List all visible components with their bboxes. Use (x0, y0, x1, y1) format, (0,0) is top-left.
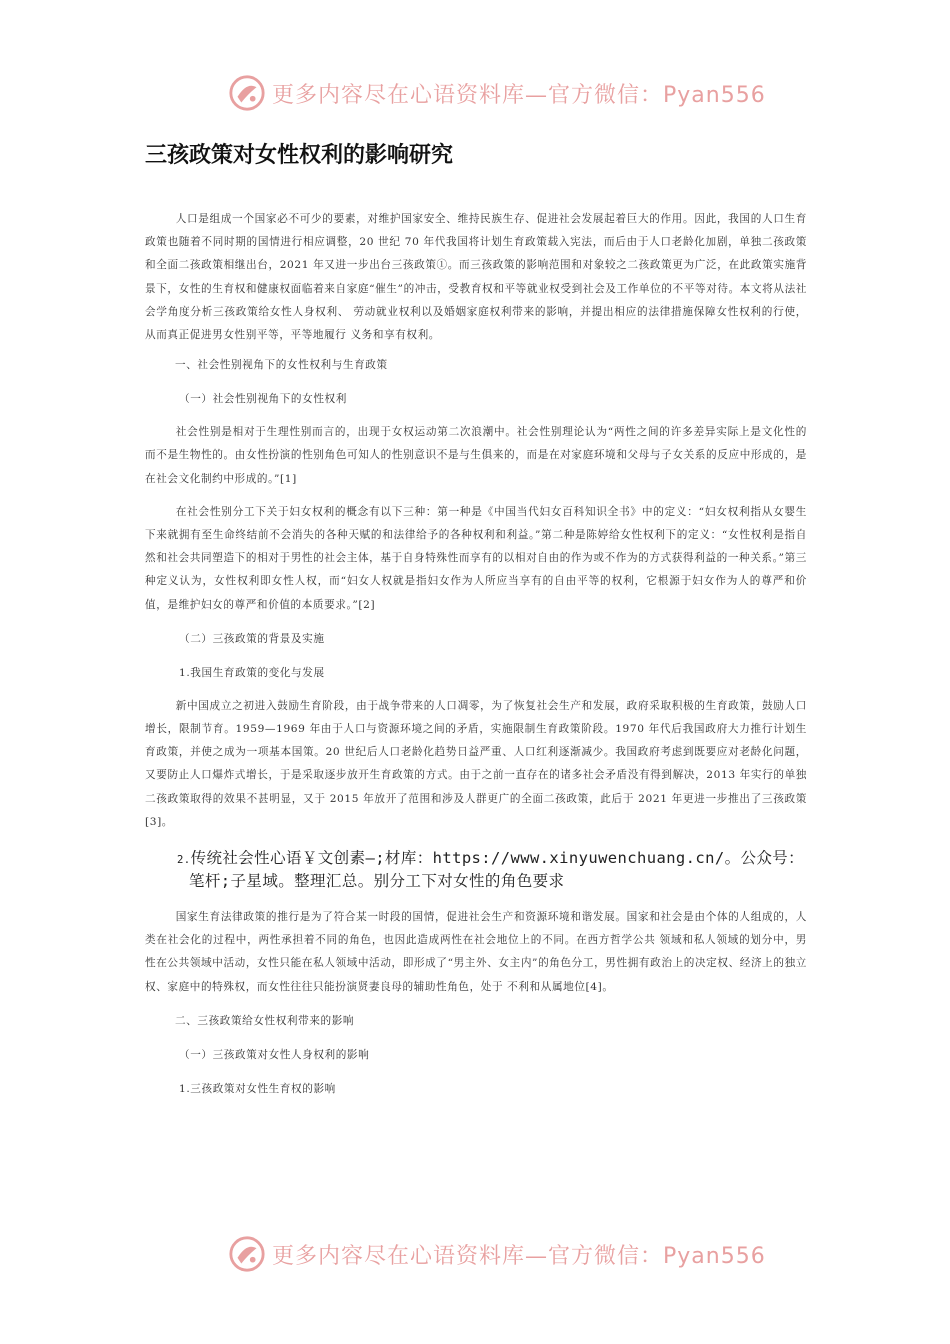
document-body (145, 208, 807, 1096)
promo-heading: 2.传统社会性心语￥文创素—;材库：https://www.xinyuwenchuang.cn/。公众号： 笔杆;子星域。整理汇总。别分工下对女性的角色要求 (177, 849, 805, 891)
subsection-heading-2-1: （一）三孩政策对女性人身权利的影响 (179, 1048, 370, 1061)
header-watermark-banner (0, 68, 950, 118)
paragraph-3: 新中国成立之初进入鼓励生育阶段，由于战争带来的人口凋零，为了恢复社会生产和发展，政府采取积极的生育政策，鼓励人口增长，限制节育。1959—1969 年由于人口与资源环境之间的矛盾，实施限制生育政策阶段。1970 年代后我国政府大力推行计划生育政策，并使之成为一项基本国策。20 世纪后人口老龄化趋势日益严重、人口红利逐渐减少。我国政府考虑到既要应对老龄化问题，又要防止人口爆炸式增长，于是采取逐步放开生育政策的方式。由于之前一直存在的诸多社会矛盾没有得到解决，2013 年实行的单独二孩政策取得的效果不甚明显，又于 2015 年放开了范围和涉及人群更广的全面二孩政策，此后于 2021 年更进一步推出了三孩政策[3]。 (145, 699, 807, 828)
intro-paragraph: 人口是组成一个国家必不可少的要素，对维护国家安全、维持民族生存、促进社会发展起着巨大的作用。因此，我国的人口生育政策也随着不同时期的国情进行相应调整，20 世纪 70 年代我国将计划生育政策载入宪法，而后由于人口老龄化加剧，单独二孩政策和全面二孩政策相继出台，2021 年又进一步出台三孩政策①。而三孩政策的影响范围和对象较之二孩政策更为广泛，在此政策实施背景下，女性的生育权和健康权面临着来自家庭“催生”的冲击，受教育权和平等就业权受到社会及工作单位的不平等对待。本文将从法社会学角度分析三孩政策给女性人身权利、 劳动就业权利以及婚姻家庭权利带来的影响，并提出相应的法律措施保障女性权利的行使，从而真正促进男女性别平等，平等地履行 义务和享有权利。 (145, 213, 807, 342)
sub-subsection-heading-2-1-1: 1.三孩政策对女性生育权的影响 (179, 1082, 336, 1095)
brand-logo-icon (228, 74, 266, 112)
subsection-heading-1-2: （二）三孩政策的背景及实施 (179, 632, 325, 645)
paragraph-1: 社会性别是相对于生理性别而言的，出现于女权运动第二次浪潮中。社会性别理论认为“两性之间的许多差异实际上是文化性的而不是生物性的。由女性扮演的性别角色可知人的性别意识不是与生俱来的，而是在对家庭环境和父母与子女关系的反应中形成的，是在社会文化制约中形成的。”[1] (145, 426, 807, 485)
document-title: 三孩政策对女性权利的影响研究 (145, 143, 454, 168)
subsection-heading-1-1: （一）社会性别视角下的女性权利 (179, 393, 347, 406)
sub-subsection-heading-1-2-1: 1.我国生育政策的变化与发展 (179, 666, 325, 679)
banner-text: 更多内容尽在心语资料库—官方微信：Pyan556 (272, 82, 766, 108)
wechat-id: Pyan556 (663, 82, 766, 108)
section-heading-2: 二、三孩政策给女性权利带来的影响 (175, 1014, 355, 1027)
section-heading-1: 一、社会性别视角下的女性权利与生育政策 (175, 359, 388, 372)
wechat-id: Pyan556 (663, 1243, 766, 1269)
footer-watermark-banner (0, 1229, 950, 1279)
brand-logo-icon (228, 1235, 266, 1273)
banner-text: 更多内容尽在心语资料库—官方微信：Pyan556 (272, 1243, 766, 1269)
paragraph-4: 国家生育法律政策的推行是为了符合某一时段的国情，促进社会生产和资源环境和谐发展。国家和社会是由个体的人组成的，人类在社会化的过程中，两性承担着不同的角色，也因此造成两性在社会地位上的不同。在西方哲学公共 领域和私人领域的划分中，男性在公共领域中活动，女性只能在私人领域中活动，即形成了“男主外、女主内”的角色分工，男性拥有政治上的决定权、经济上的独立权、家庭中的特殊权，而女性往往只能扮演贤妻良母的辅助性角色，处于 不利和从属地位[4]。 (145, 911, 807, 993)
paragraph-2: 在社会性别分工下关于妇女权利的概念有以下三种：第一种是《中国当代妇女百科知识全书》中的定义：“妇女权利指从女婴生下来就拥有至生命终结前不会消失的各种天赋的和法律给予的各种权利和利益。”第二种是陈婷给女性权利下的定义：“女性权利是指自然和社会共同塑造下的相对于男性的社会主体，基于自身特殊性而享有的以相对自由的作为或不作为的方式获得利益的一种关系。”第三种定义认为，女性权利即女性人权，而“妇女人权就是指妇女作为人所应当享有的自由平等的权利，它根源于妇女作为人的尊严和价值，是维护妇女的尊严和价值的本质要求。”[2] (145, 505, 807, 611)
